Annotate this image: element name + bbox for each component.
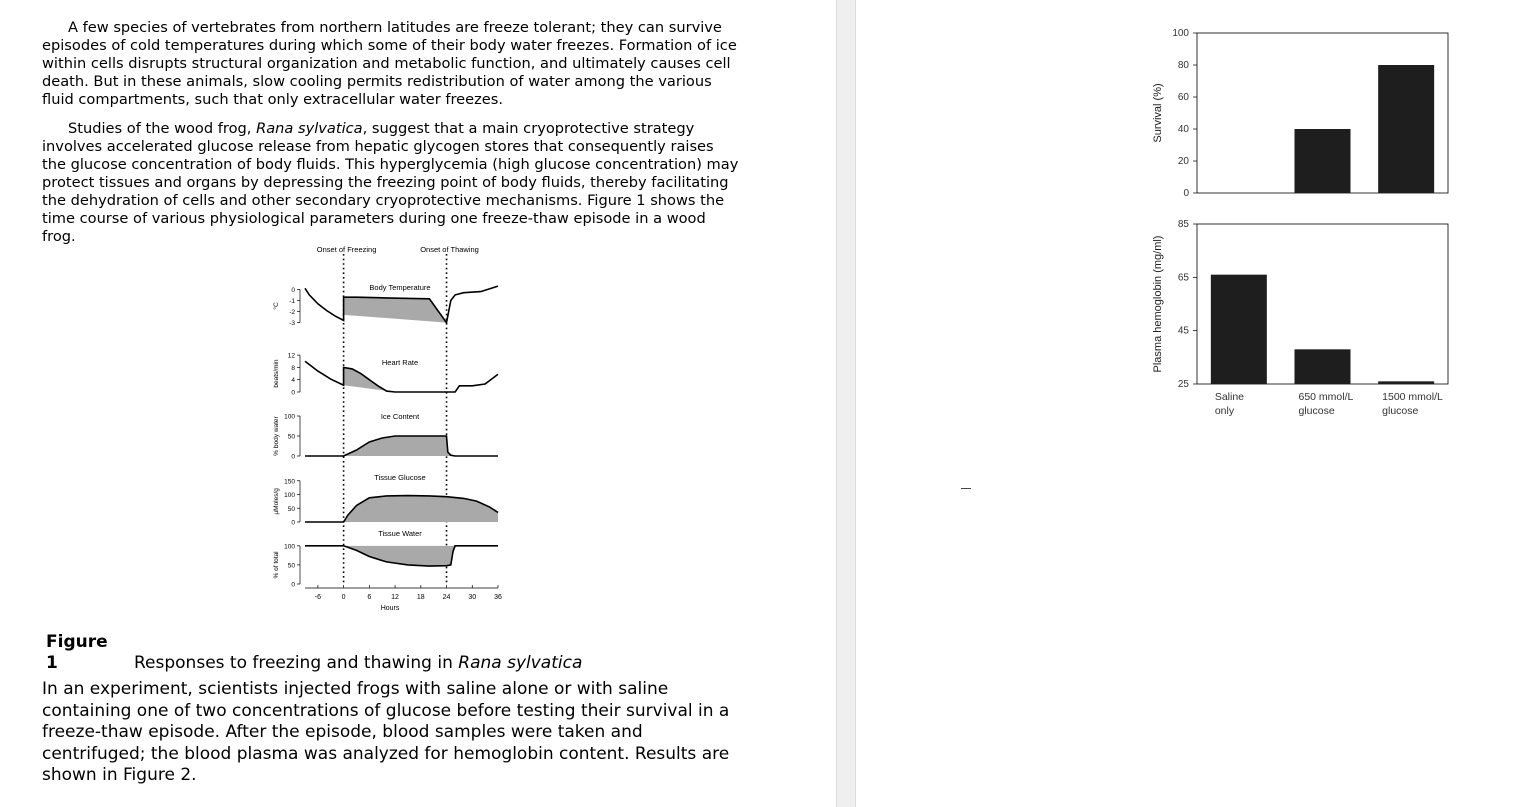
x-tick-label: 6 xyxy=(367,594,372,601)
y-tick-label: 0 xyxy=(291,581,295,589)
y-tick-label: 85 xyxy=(1177,219,1189,230)
y-axis-label: % body water xyxy=(273,416,280,456)
figure-1-caption xyxy=(46,632,582,674)
category-label: only xyxy=(1214,405,1235,417)
y-tick-label: 60 xyxy=(1177,92,1189,103)
category-label: 1500 mmol/L xyxy=(1382,391,1443,403)
panel-title: Ice Content xyxy=(380,412,420,421)
panel-0 xyxy=(272,283,498,327)
panel-4 xyxy=(273,529,498,589)
y-tick-label: 0 xyxy=(291,453,295,461)
category-label: glucose xyxy=(1298,405,1335,417)
y-tick-label: 45 xyxy=(1177,325,1189,337)
x-tick-label: 30 xyxy=(468,594,477,601)
y-axis-label: µMoles/g xyxy=(273,488,280,515)
figure-1-caption-species: Rana sylvatica xyxy=(458,653,583,673)
document-right-page xyxy=(857,0,1528,807)
panel-title: Tissue Water xyxy=(378,529,422,538)
bar-panel-0 xyxy=(1152,28,1448,199)
paragraph-3: In an experiment, scientists injected frogs with saline alone or with saline containing one of two concentrations of glucose before testing their survival in a freeze-thaw episode. After the episode, blood samples were taken and centrifuged; the blood plasma was analyzed for hemoglobin content. Results are shown in Figure 2. xyxy=(42,679,730,786)
page-divider xyxy=(836,0,856,807)
y-axis-label: beats/min xyxy=(273,359,280,388)
bar xyxy=(1378,381,1434,384)
cursor-mark xyxy=(961,488,971,489)
y-tick-label: 100 xyxy=(284,492,295,499)
figure-1-caption-text: Responses to freezing and thawing in xyxy=(134,653,459,673)
shaded-area xyxy=(344,436,456,456)
y-tick-label: 80 xyxy=(1177,60,1189,71)
x-tick-label: 36 xyxy=(494,594,502,601)
y-tick-label: 0 xyxy=(291,286,295,294)
category-label: Saline xyxy=(1214,391,1245,403)
y-tick-label: 12 xyxy=(287,352,295,360)
y-tick-label: -3 xyxy=(289,320,295,328)
y-tick-label: 150 xyxy=(284,478,295,486)
y-tick-label: 0 xyxy=(1183,188,1189,199)
y-axis-label: Plasma hemoglobin (mg/ml) xyxy=(1152,235,1164,373)
bar xyxy=(1378,65,1434,193)
y-tick-label: 100 xyxy=(284,543,295,551)
y-tick-label: 0 xyxy=(291,519,295,527)
panel-title: Tissue Glucose xyxy=(374,473,426,482)
figure-1-number: 1 xyxy=(46,653,58,673)
y-axis-label: °C xyxy=(273,302,280,310)
y-tick-label: 50 xyxy=(287,562,295,570)
y-tick-label: 25 xyxy=(1177,379,1189,390)
panel-1 xyxy=(273,353,498,397)
bar-panel-1 xyxy=(1152,219,1448,390)
bar xyxy=(1295,129,1351,193)
bar xyxy=(1211,275,1267,384)
y-tick-label: 50 xyxy=(287,505,295,513)
x-tick-label: 24 xyxy=(442,594,451,601)
y-tick-label: 65 xyxy=(1177,272,1189,284)
y-tick-label: 100 xyxy=(284,413,295,421)
category-label: glucose xyxy=(1382,405,1419,417)
y-tick-label: 20 xyxy=(1177,156,1189,167)
bar xyxy=(1295,349,1351,384)
x-tick-label: 12 xyxy=(391,594,399,601)
species-name: Rana sylvatica xyxy=(256,120,363,137)
y-tick-label: 50 xyxy=(287,433,295,441)
panel-title: Heart Rate xyxy=(381,358,419,367)
onset-freezing-label: Onset of Freezing xyxy=(316,245,377,254)
figure-2-chart xyxy=(1147,10,1457,430)
paragraph-2: Studies of the wood frog, Rana sylvatica, suggest that a main cryoprotective strategy involves accelerated glucose release from hepatic glycogen stores that consequently raises the glucose concentration of body fluids. This hyperglycemia (high glucose concentration) may protect tissues and organs by depressing the freezing point of body fluids, thereby facilitating the dehydration of cells and other secondary cryoprotective mechanisms. Figure 1 shows the time course of various physiological parameters during one freeze-thaw episode in a wood frog. xyxy=(42,120,739,245)
y-tick-label: 0 xyxy=(291,389,295,397)
x-axis-label: Hours xyxy=(380,605,400,612)
panel-title: Body Temperature xyxy=(369,283,431,292)
x-tick-label: 18 xyxy=(416,594,425,601)
y-tick-label: 40 xyxy=(1177,124,1189,135)
y-tick-label: 8 xyxy=(291,364,295,372)
panel-3 xyxy=(273,473,498,527)
y-axis-label: % of total xyxy=(273,551,280,579)
category-label: 650 mmol/L xyxy=(1298,391,1354,403)
onset-thawing-label: Onset of Thawing xyxy=(420,245,479,254)
figure-1-label: Figure xyxy=(46,632,108,652)
paragraph-1: A few species of vertebrates from northern latitudes are freeze tolerant; they can survive episodes of cold temperatures during which some of their body water freezes. Formation of ice within cells disrupts structural organization and metabolic function, and ultimately causes cell death. But in these animals, slow cooling permits redistribution of water among the various fluid compartments, such that only extracellular water freezes. xyxy=(42,19,737,108)
x-tick-label: -6 xyxy=(314,594,321,601)
figure-1-chart xyxy=(255,240,525,620)
y-tick-label: 100 xyxy=(1172,28,1189,39)
y-tick-label: -1 xyxy=(289,297,295,305)
x-tick-label: 0 xyxy=(341,594,346,601)
y-tick-label: 4 xyxy=(291,377,295,385)
y-axis-label: Survival (%) xyxy=(1152,83,1164,143)
y-tick-label: -2 xyxy=(289,309,295,317)
panel-2 xyxy=(273,412,498,461)
